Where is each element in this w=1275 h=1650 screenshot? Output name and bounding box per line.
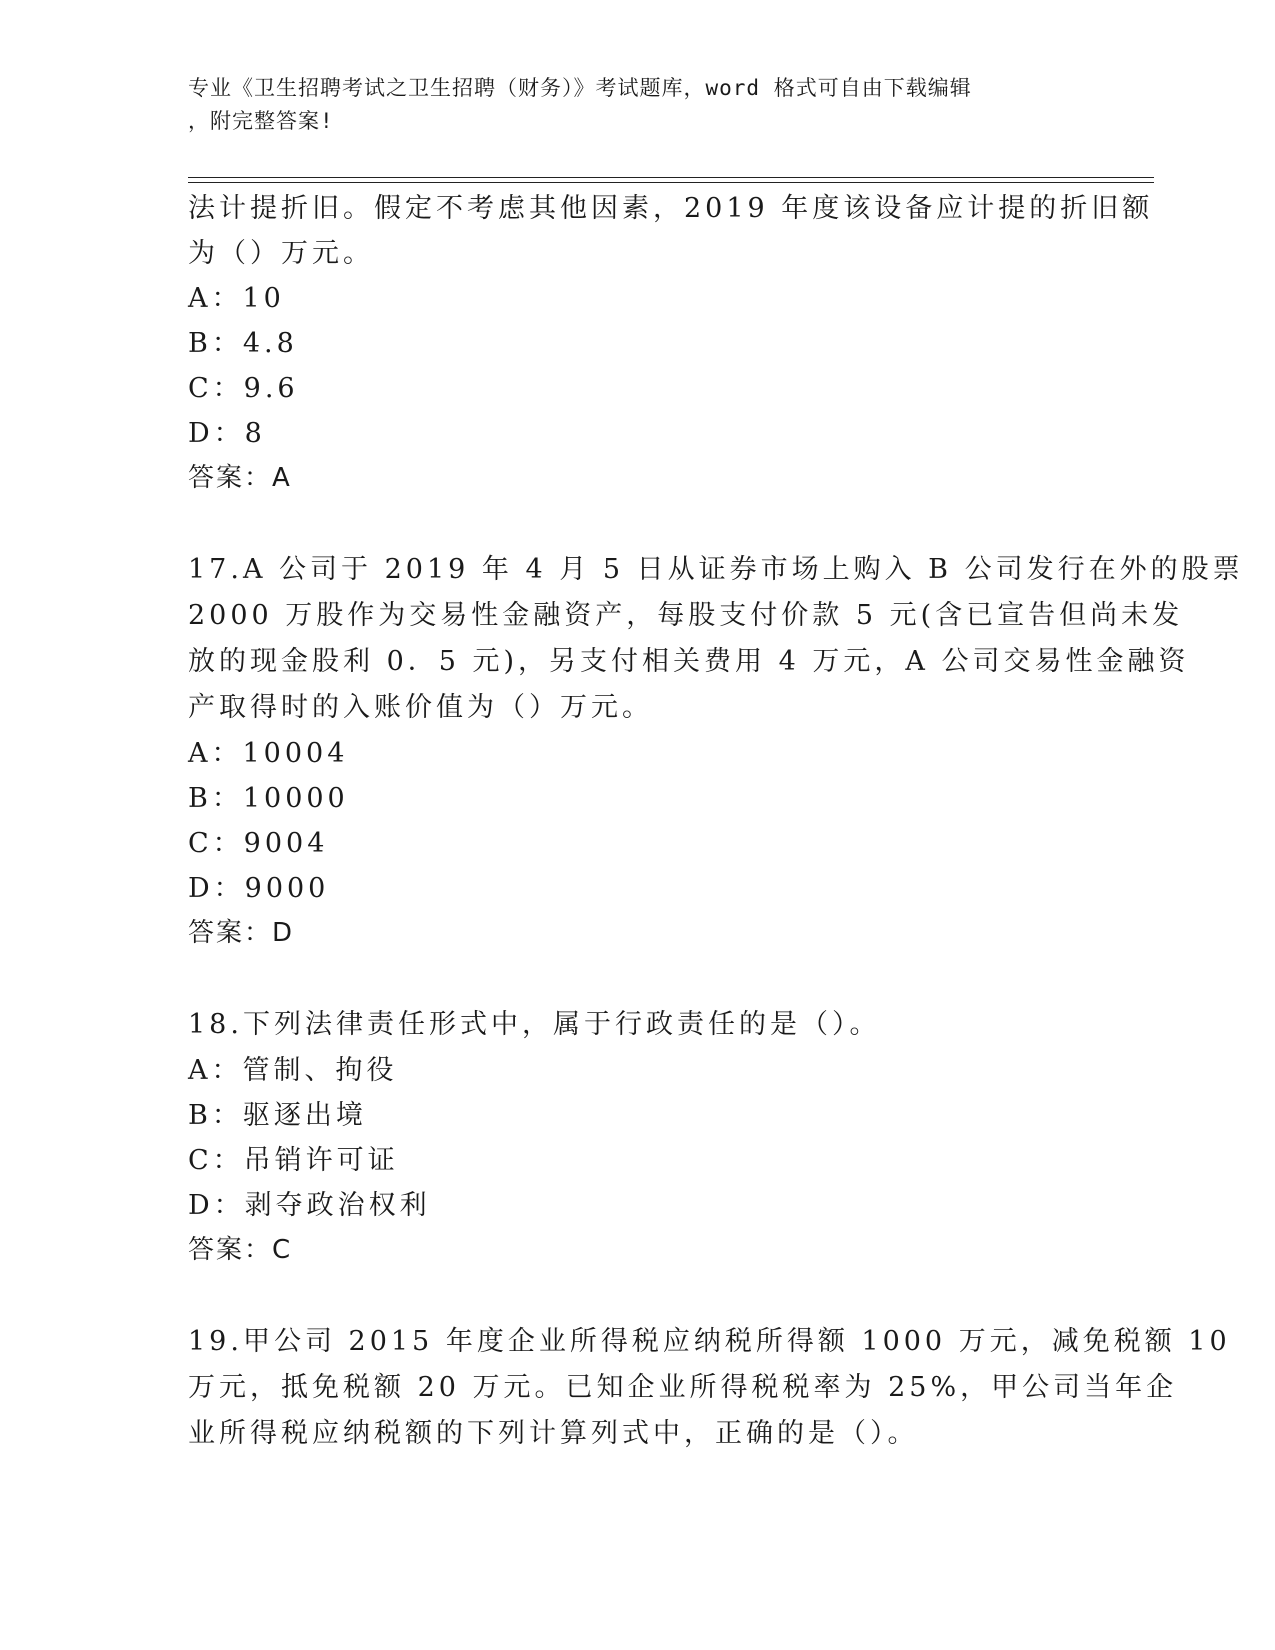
header-rule-top [188,177,1154,178]
question-17 [188,547,1244,956]
option-d: D：剥夺政治权利 [188,1190,431,1221]
question-stem-line: 2000 万股作为交易性金融资产，每股支付价款 5 元(含已宣告但尚未发 [188,600,1184,631]
question-18 [188,1002,1088,1273]
option-b: B：驱逐出境 [188,1100,367,1131]
option-d: D：8 [188,418,266,449]
option-a: A：10004 [188,738,349,769]
header-line-1: 专业《卫生招聘考试之卫生招聘（财务）》考试题库，word 格式可自由下载编辑 [188,76,972,100]
question-16 [188,186,1154,501]
question-stem-line: 放的现金股利 0．5 元)，另支付相关费用 4 万元，A 公司交易性金融资 [188,646,1190,677]
question-spacer [188,956,1088,1002]
question-spacer [188,501,1088,547]
option-b: B：4.8 [188,328,298,359]
question-stem-line: 法计提折旧。假定不考虑其他因素，2019 年度该设备应计提的折旧额 [188,193,1154,224]
question-stem-line: 17.A 公司于 2019 年 4 月 5 日从证券市场上购入 B 公司发行在外的股票 [188,554,1244,585]
question-stem-line: 产取得时的入账价值为（）万元。 [188,692,653,723]
option-c: C：9004 [188,828,329,859]
question-spacer [188,1273,1088,1319]
question-stem-line: 万元，抵免税额 20 万元。已知企业所得税税率为 25%，甲公司当年企 [188,1372,1178,1403]
question-19 [188,1319,1231,1457]
header-line-2: ，附完整答案! [188,109,334,133]
option-a: A：管制、拘役 [188,1055,398,1086]
option-c: C：吊销许可证 [188,1145,399,1176]
question-stem-line: 18.下列法律责任形式中，属于行政责任的是（）。 [188,1009,881,1040]
question-stem-line: 为（）万元。 [188,238,374,269]
question-stem-line: 业所得税应纳税额的下列计算列式中，正确的是（）。 [188,1418,919,1449]
option-b: B：10000 [188,783,349,814]
option-c: C：9.6 [188,373,299,404]
answer-line: 答案：C [188,1235,293,1265]
answer-line: 答案：D [188,918,295,948]
page-header [188,72,1088,138]
question-stem-line: 19.甲公司 2015 年度企业所得税应纳税所得额 1000 万元，减免税额 10 [188,1326,1231,1357]
header-rule-bottom [188,182,1154,183]
answer-line: 答案：A [188,463,292,493]
option-d: D：9000 [188,873,330,904]
document-body [188,186,1244,1457]
option-a: A：10 [188,283,285,314]
